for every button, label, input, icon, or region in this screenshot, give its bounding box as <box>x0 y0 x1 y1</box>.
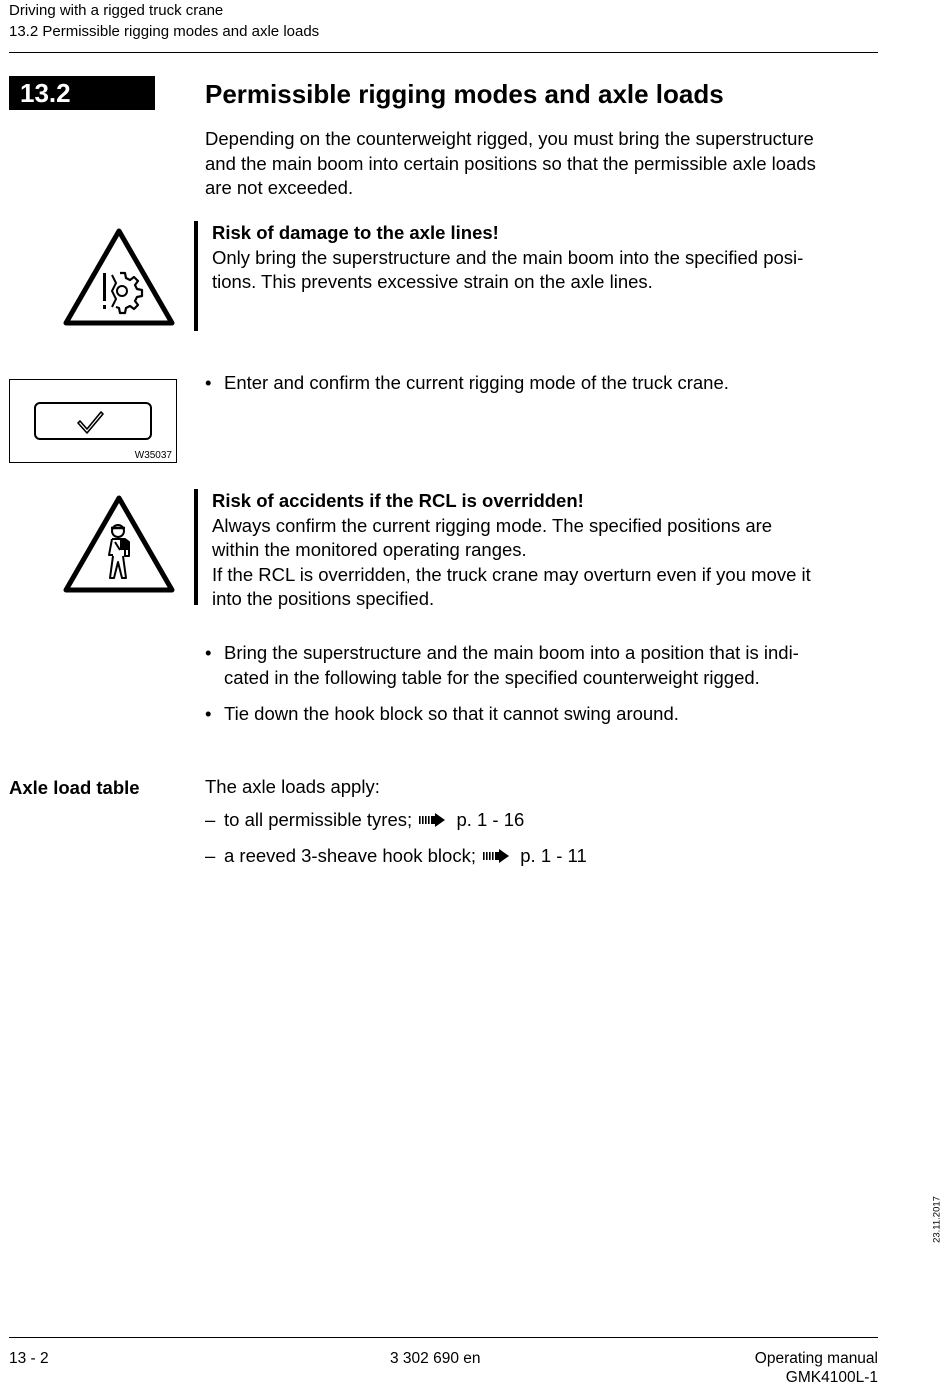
step-tie-hook-block <box>205 702 885 727</box>
bullet-marker: • <box>205 642 212 663</box>
header-rule <box>9 52 878 53</box>
dash-marker: – <box>205 809 216 830</box>
person-danger-warning-icon <box>62 494 176 599</box>
step-text: Bring the superstructure and the main boom into a position that is indi- <box>224 642 799 663</box>
step-text: Enter and confirm the current rigging mode of the truck crane. <box>224 372 729 393</box>
warning-text: Always confirm the current rigging mode. The specified positions are <box>212 514 773 536</box>
side-heading-axle-load-table: Axle load table <box>9 777 140 798</box>
axle-load-intro: The axle loads apply: <box>205 776 380 797</box>
document-number: 3 302 690 en <box>390 1350 481 1367</box>
warning-heading: Risk of accidents if the RCL is overridden! <box>212 490 584 511</box>
page-reference-link[interactable]: p. 1 - 16 <box>456 809 525 830</box>
cross-reference-arrow-icon <box>419 810 447 835</box>
crane-model: GMK4100L-1 <box>785 1369 878 1386</box>
bullet-marker: • <box>205 703 212 724</box>
warning-box-axle-damage <box>194 221 804 331</box>
figure-code: W35037 <box>134 450 172 461</box>
warning-box-rcl-override <box>194 489 811 609</box>
section-number: 13.2 <box>9 76 155 110</box>
warning-text: into the positions specified. <box>212 588 435 609</box>
page-number: 13 - 2 <box>9 1350 49 1367</box>
running-header-section: 13.2 Permissible rigging modes and axle loads <box>9 23 320 40</box>
warning-text: If the RCL is overridden, the truck crane may overturn even if you move it <box>212 563 811 585</box>
warning-heading: Risk of damage to the axle lines! <box>212 222 499 243</box>
condition-text: to all permissible tyres; <box>224 809 413 830</box>
intro-line: are not exceeded. <box>205 177 354 198</box>
confirm-button-illustration <box>34 402 152 440</box>
intro-line: Depending on the counterweight rigged, you must bring the superstructure <box>205 128 814 149</box>
footer-rule <box>9 1337 878 1338</box>
warning-text: within the monitored operating ranges. <box>212 539 527 560</box>
step-text: Tie down the hook block so that it cannot swing around. <box>224 703 679 724</box>
running-header-chapter: Driving with a rigged truck crane <box>9 2 224 19</box>
bullet-marker: • <box>205 372 212 393</box>
dash-marker: – <box>205 845 216 866</box>
axle-load-condition-hook-block <box>205 844 587 871</box>
warning-text: tions. This prevents excessive strain on the axle lines. <box>212 271 653 292</box>
step-position-boom <box>205 641 885 690</box>
warning-text: Only bring the superstructure and the main boom into the specified posi- <box>212 246 804 268</box>
step-enter-rigging-mode <box>205 371 885 396</box>
page-reference-link[interactable]: p. 1 - 11 <box>520 845 587 866</box>
step-text: cated in the following table for the specified counterweight rigged. <box>224 666 760 688</box>
manual-type: Operating manual <box>754 1350 878 1367</box>
revision-date: 23.11.2017 <box>931 1196 943 1243</box>
condition-text: a reeved 3-sheave hook block; <box>224 845 476 866</box>
display-figure <box>9 379 177 463</box>
section-title: Permissible rigging modes and axle loads <box>205 79 724 109</box>
axle-load-condition-tyres <box>205 808 524 835</box>
checkmark-icon <box>36 404 150 438</box>
machine-damage-warning-icon <box>62 227 176 332</box>
intro-paragraph <box>205 127 885 201</box>
cross-reference-arrow-icon <box>483 846 511 871</box>
intro-line: and the main boom into certain positions so that the permissible axle loads <box>205 152 816 174</box>
